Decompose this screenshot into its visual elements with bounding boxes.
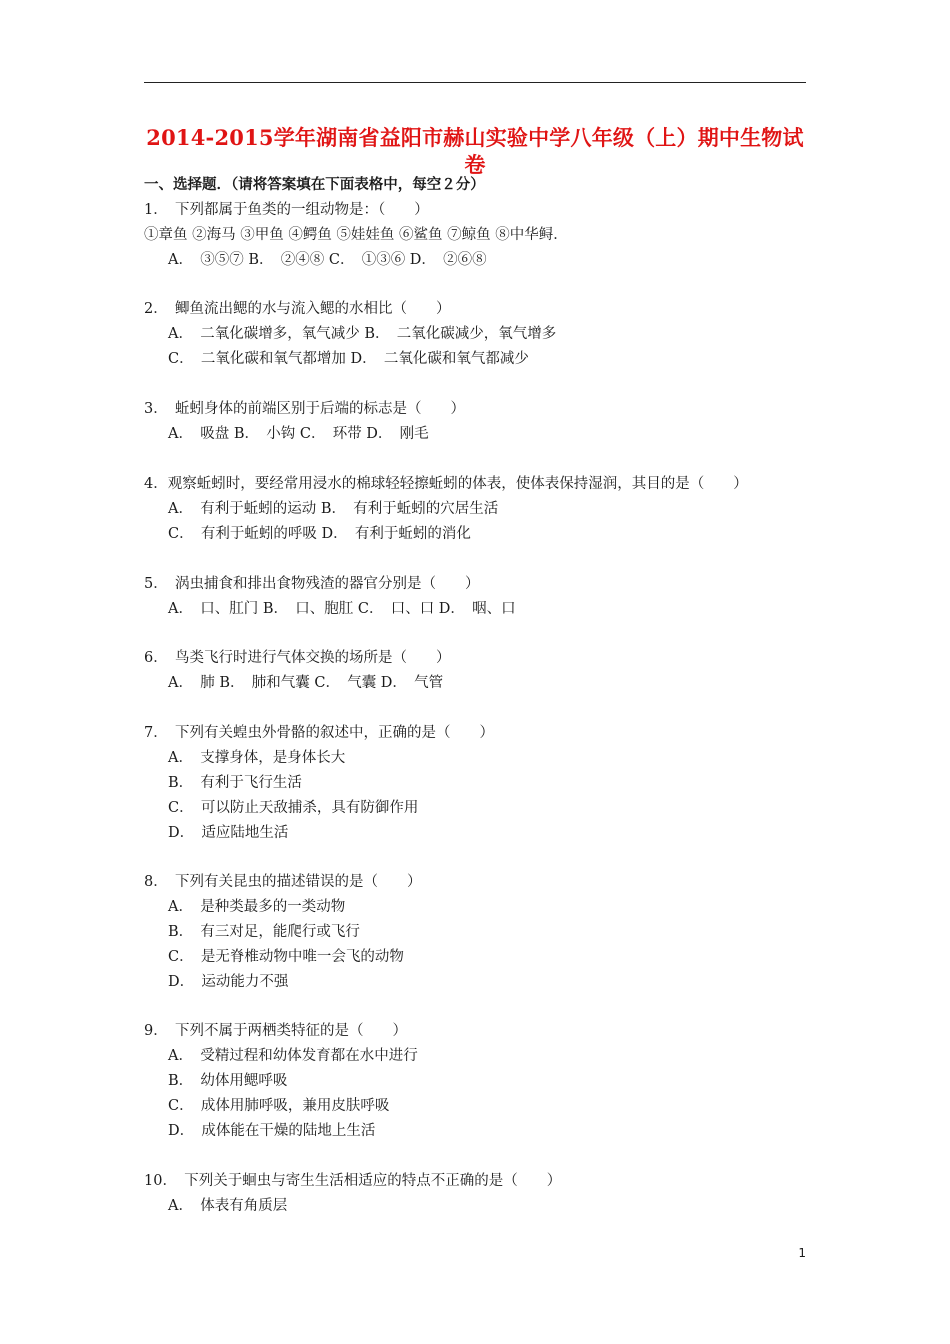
header-rule [144, 82, 806, 83]
question-4-option-line: A． 有利于蚯蚓的运动 B． 有利于蚯蚓的穴居生活 [168, 501, 499, 517]
question-4-option-line: C． 有利于蚯蚓的呼吸 D． 有利于蚯蚓的消化 [168, 526, 471, 542]
question-7-option-b: B． 有利于飞行生活 [168, 775, 302, 791]
question-8-stem: 8． 下列有关昆虫的描述错误的是（ ） [144, 874, 422, 890]
question-10-stem: 10． 下列关于蛔虫与寄生生活相适应的特点不正确的是（ ） [144, 1173, 562, 1189]
question-4-stem: 4．观察蚯蚓时，要经常用浸水的棉球轻轻擦蚯蚓的体表，使体表保持湿润，其目的是（ ） [144, 476, 748, 492]
question-9-stem: 9． 下列不属于两栖类特征的是（ ） [144, 1023, 407, 1039]
question-8-option-d: D． 运动能力不强 [168, 974, 289, 990]
question-8-option-c: C． 是无脊椎动物中唯一会飞的动物 [168, 949, 404, 965]
question-8-option-a: A． 是种类最多的一类动物 [168, 899, 346, 915]
question-6-stem: 6． 鸟类飞行时进行气体交换的场所是（ ） [144, 650, 451, 666]
question-9-option-b: B． 幼体用鳃呼吸 [168, 1073, 288, 1089]
question-9-option-c: C． 成体用肺呼吸，兼用皮肤呼吸 [168, 1098, 390, 1114]
question-1-options: A． ③⑤⑦ B． ②④⑧ C． ①③⑥ D． ②⑥⑧ [168, 252, 487, 268]
question-1-stem: 1． 下列都属于鱼类的一组动物是：（ ） [144, 202, 429, 218]
page-title: 2014-2015学年湖南省益阳市赫山实验中学八年级（上）期中生物试卷 [146, 125, 804, 177]
page-number: 1 [798, 1246, 806, 1260]
question-5-options: A． 口、肛门 B． 口、胞肛 C． 口、口 D． 咽、口 [168, 601, 516, 617]
question-8-option-b: B． 有三对足，能爬行或飞行 [168, 924, 360, 940]
question-5-stem: 5． 涡虫捕食和排出食物残渣的器官分别是（ ） [144, 576, 480, 592]
question-6-options: A． 肺 B． 肺和气囊 C． 气囊 D． 气管 [168, 675, 444, 691]
question-7-option-c: C． 可以防止天敌捕杀，具有防御作用 [168, 800, 419, 816]
question-7-option-d: D． 适应陆地生活 [168, 825, 289, 841]
question-2-stem: 2． 鲫鱼流出鳃的水与流入鳃的水相比（ ） [144, 301, 451, 317]
question-2-option-line: C． 二氧化碳和氧气都增加 D． 二氧化碳和氧气都减少 [168, 351, 529, 367]
question-7-option-a: A． 支撑身体，是身体长大 [168, 750, 346, 766]
question-1-items: ①章鱼 ②海马 ③甲鱼 ④鳄鱼 ⑤娃娃鱼 ⑥鲨鱼 ⑦鲸鱼 ⑧中华鲟． [144, 227, 568, 243]
question-3-options: A． 吸盘 B． 小钩 C． 环带 D． 刚毛 [168, 426, 429, 442]
question-2-option-line: A． 二氧化碳增多，氧气减少 B． 二氧化碳减少，氧气增多 [168, 326, 557, 342]
question-9-option-d: D． 成体能在干燥的陆地上生活 [168, 1123, 376, 1139]
question-3-stem: 3． 蚯蚓身体的前端区别于后端的标志是（ ） [144, 401, 465, 417]
question-10-option-a: A． 体表有角质层 [168, 1198, 288, 1214]
section-heading: 一、选择题．（请将答案填在下面表格中，每空２分） [144, 176, 485, 193]
question-9-option-a: A． 受精过程和幼体发育都在水中进行 [168, 1048, 418, 1064]
question-7-stem: 7． 下列有关蝗虫外骨骼的叙述中，正确的是（ ） [144, 725, 494, 741]
